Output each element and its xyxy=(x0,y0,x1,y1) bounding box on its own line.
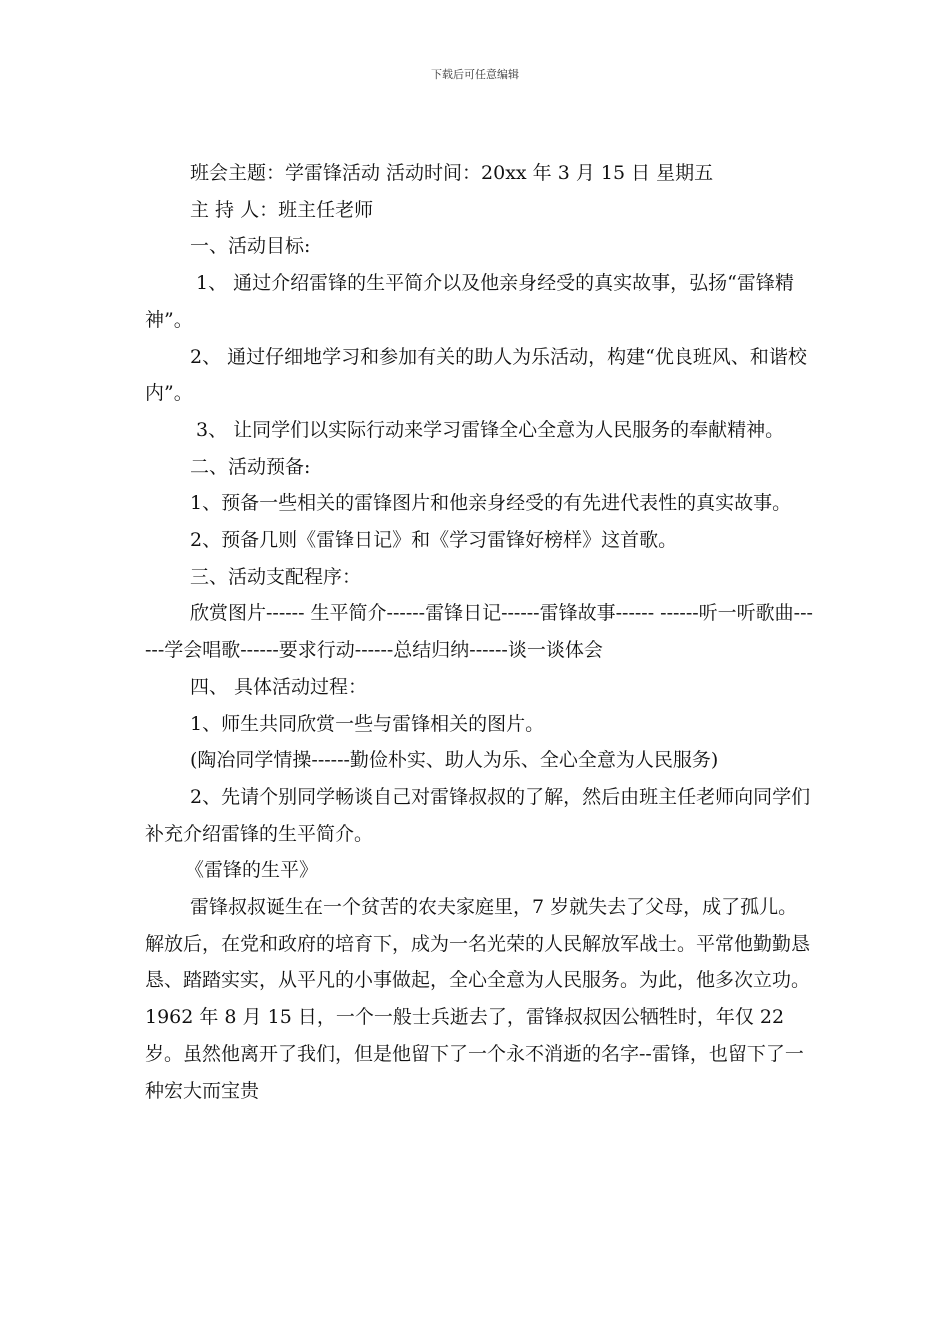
section-heading-goals: 一、活动目标: xyxy=(190,235,311,258)
procedure-flow: 欣赏图片------ 生平简介------雷锋日记------雷锋故事------ ------听一听歌曲------学会唱歌------要求行动------总结归纳------谈一谈体会 xyxy=(145,602,813,662)
biography-paragraph: 雷锋叔叔诞生在一个贫苦的农夫家庭里，7 岁就失去了父母，成了孤儿。解放后，在党和政府的培育下，成为一名光荣的人民解放军战士。平常他勤勤恳恳、踏踏实实，从平凡的小事做起，全心全意为人民服务。为此，他多次立功。1962 年 8 月 15 日，一个一般士兵逝去了，雷锋叔叔因公牺牲时，年仅 22 岁。虽然他离开了我们，但是他留下了一个永不消逝的名字--雷锋，也留下了一种宏大而宝贵 xyxy=(145,896,811,1102)
meeting-theme-line: 班会主题：学雷锋活动 活动时间：20xx 年 3 月 15 日 星期五 xyxy=(190,162,714,184)
goal-item-3: 3、 让同学们以实际行动来学习雷锋全心全意为人民服务的奉献精神。 xyxy=(190,418,785,441)
biography-title: 《雷锋的生平》 xyxy=(185,859,319,882)
goal-item-2: 2、 通过仔细地学习和参加有关的助人为乐活动，构建“优良班风、和谐校内”。 xyxy=(145,345,807,405)
process-item-1: 1、师生共同欣赏一些与雷锋相关的图片。 xyxy=(190,712,545,735)
preparation-item-1: 1、预备一些相关的雷锋图片和他亲身经受的有先进代表性的真实故事。 xyxy=(190,492,792,515)
section-heading-process: 四、 具体活动过程： xyxy=(190,675,368,698)
host-line: 主 持 人：班主任老师 xyxy=(190,198,374,221)
section-heading-procedure: 三、活动支配程序： xyxy=(190,565,362,588)
goal-item-1: 1、 通过介绍雷锋的生平简介以及他亲身经受的真实故事，弘扬“雷锋精神”。 xyxy=(145,272,794,331)
process-item-2: 2、先请个别同学畅谈自己对雷锋叔叔的了解，然后由班主任老师向同学们补充介绍雷锋的生平简介。 xyxy=(145,785,811,845)
document-body xyxy=(145,155,815,1109)
preparation-item-2: 2、预备几则《雷锋日记》和《学习雷锋好榜样》这首歌。 xyxy=(190,529,678,552)
process-note: (陶冶同学情操------勤俭朴实、助人为乐、全心全意为人民服务) xyxy=(190,749,719,772)
page-header: 下载后可任意编辑 xyxy=(431,68,519,81)
section-heading-preparation: 二、活动预备: xyxy=(190,455,311,478)
